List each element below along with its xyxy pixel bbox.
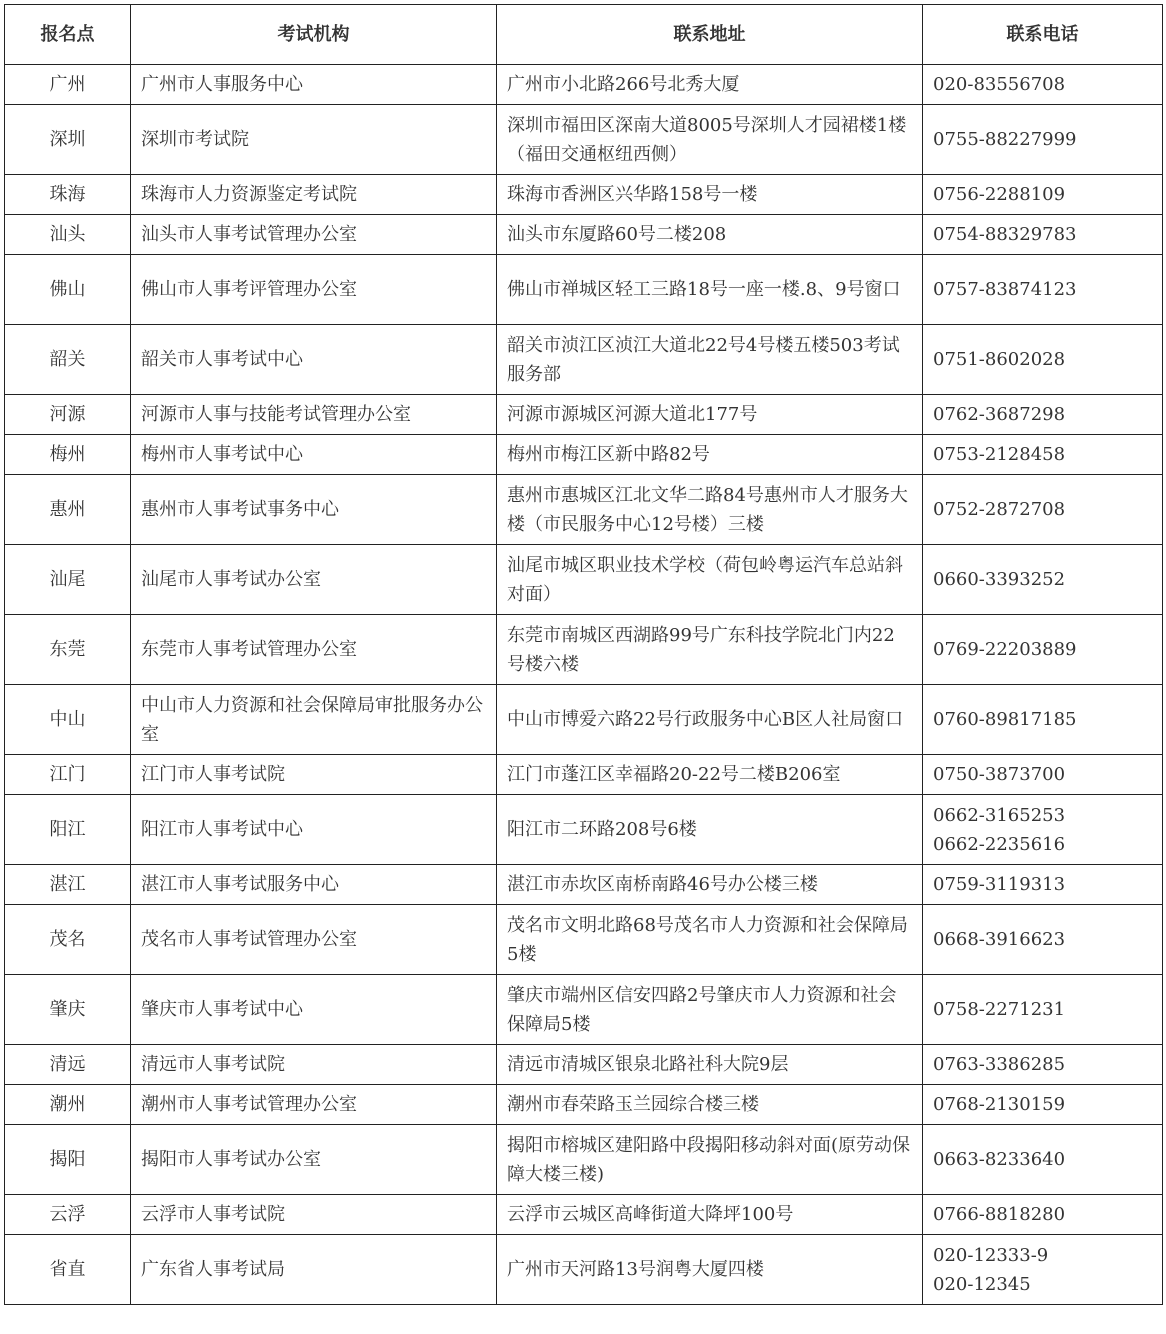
cell-city: 深圳 xyxy=(5,105,131,175)
cell-address: 阳江市二环路208号6楼 xyxy=(497,795,923,865)
table-row xyxy=(5,395,1163,435)
cell-city: 潮州 xyxy=(5,1085,131,1125)
cell-phone xyxy=(923,795,1163,865)
phone-number: 0662-2235616 xyxy=(933,833,1066,855)
cell-org: 珠海市人力资源鉴定考试院 xyxy=(131,175,497,215)
table-row xyxy=(5,1235,1163,1305)
cell-phone xyxy=(923,65,1163,105)
cell-address: 珠海市香洲区兴华路158号一楼 xyxy=(497,175,923,215)
table-body xyxy=(5,65,1163,1305)
phone-number: 0754-88329783 xyxy=(933,224,1077,245)
table-row xyxy=(5,905,1163,975)
table-row xyxy=(5,1085,1163,1125)
cell-address: 梅州市梅江区新中路82号 xyxy=(497,435,923,475)
cell-phone xyxy=(923,475,1163,545)
cell-city: 茂名 xyxy=(5,905,131,975)
cell-phone xyxy=(923,255,1163,325)
table-row xyxy=(5,545,1163,615)
cell-phone xyxy=(923,1195,1163,1235)
table-row xyxy=(5,215,1163,255)
cell-city: 云浮 xyxy=(5,1195,131,1235)
phone-number: 0756-2288109 xyxy=(933,184,1066,205)
table-row xyxy=(5,1125,1163,1195)
cell-city: 惠州 xyxy=(5,475,131,545)
cell-city: 东莞 xyxy=(5,615,131,685)
cell-address: 中山市博爱六路22号行政服务中心B区人社局窗口 xyxy=(497,685,923,755)
phone-number: 0751-8602028 xyxy=(933,349,1066,370)
cell-phone xyxy=(923,105,1163,175)
table-row xyxy=(5,1195,1163,1235)
cell-address: 肇庆市端州区信安四路2号肇庆市人力资源和社会保障局5楼 xyxy=(497,975,923,1045)
cell-city: 揭阳 xyxy=(5,1125,131,1195)
phone-number: 0755-88227999 xyxy=(933,129,1077,150)
cell-city: 佛山 xyxy=(5,255,131,325)
cell-address: 潮州市春荣路玉兰园综合楼三楼 xyxy=(497,1085,923,1125)
phone-number: 0758-2271231 xyxy=(933,999,1066,1020)
cell-address: 湛江市赤坎区南桥南路46号办公楼三楼 xyxy=(497,865,923,905)
cell-org: 广州市人事服务中心 xyxy=(131,65,497,105)
cell-city: 河源 xyxy=(5,395,131,435)
cell-address: 茂名市文明北路68号茂名市人力资源和社会保障局5楼 xyxy=(497,905,923,975)
cell-org: 江门市人事考试院 xyxy=(131,755,497,795)
cell-city: 广州 xyxy=(5,65,131,105)
cell-phone xyxy=(923,1235,1163,1305)
cell-org: 湛江市人事考试服务中心 xyxy=(131,865,497,905)
cell-phone xyxy=(923,215,1163,255)
cell-city: 汕尾 xyxy=(5,545,131,615)
table-row xyxy=(5,325,1163,395)
phone-number: 0769-22203889 xyxy=(933,639,1077,660)
cell-city: 中山 xyxy=(5,685,131,755)
cell-org: 河源市人事与技能考试管理办公室 xyxy=(131,395,497,435)
cell-phone xyxy=(923,975,1163,1045)
cell-org: 中山市人力资源和社会保障局审批服务办公室 xyxy=(131,685,497,755)
cell-address: 广州市天河路13号润粤大厦四楼 xyxy=(497,1235,923,1305)
cell-address: 佛山市禅城区轻工三路18号一座一楼.8、9号窗口 xyxy=(497,255,923,325)
cell-org: 潮州市人事考试管理办公室 xyxy=(131,1085,497,1125)
cell-org: 阳江市人事考试中心 xyxy=(131,795,497,865)
cell-phone xyxy=(923,615,1163,685)
cell-phone xyxy=(923,545,1163,615)
header-org: 考试机构 xyxy=(131,5,497,65)
cell-city: 省直 xyxy=(5,1235,131,1305)
phone-number: 0752-2872708 xyxy=(933,499,1066,520)
cell-org: 广东省人事考试局 xyxy=(131,1235,497,1305)
cell-phone xyxy=(923,905,1163,975)
cell-address: 汕头市东厦路60号二楼208 xyxy=(497,215,923,255)
cell-phone xyxy=(923,1125,1163,1195)
cell-org: 深圳市考试院 xyxy=(131,105,497,175)
phone-number: 0763-3386285 xyxy=(933,1054,1066,1075)
cell-phone xyxy=(923,325,1163,395)
cell-phone xyxy=(923,175,1163,215)
cell-city: 韶关 xyxy=(5,325,131,395)
phone-number: 0759-3119313 xyxy=(933,874,1066,895)
table-row xyxy=(5,435,1163,475)
cell-phone xyxy=(923,865,1163,905)
cell-address: 云浮市云城区高峰街道大降坪100号 xyxy=(497,1195,923,1235)
table-header-row xyxy=(5,5,1163,65)
header-city: 报名点 xyxy=(5,5,131,65)
cell-org: 韶关市人事考试中心 xyxy=(131,325,497,395)
phone-number: 0757-83874123 xyxy=(933,279,1077,300)
table-row xyxy=(5,755,1163,795)
phone-number: 0753-2128458 xyxy=(933,444,1066,465)
phone-number: 0663-8233640 xyxy=(933,1149,1066,1170)
cell-city: 阳江 xyxy=(5,795,131,865)
phone-number: 0662-3165253 xyxy=(933,804,1066,826)
table-row xyxy=(5,65,1163,105)
table-row xyxy=(5,975,1163,1045)
cell-org: 惠州市人事考试事务中心 xyxy=(131,475,497,545)
phone-number: 020-12345 xyxy=(933,1273,1031,1295)
cell-org: 汕尾市人事考试办公室 xyxy=(131,545,497,615)
phone-number: 0762-3687298 xyxy=(933,404,1066,425)
header-address: 联系地址 xyxy=(497,5,923,65)
cell-address: 广州市小北路266号北秀大厦 xyxy=(497,65,923,105)
cell-address: 韶关市浈江区浈江大道北22号4号楼五楼503考试服务部 xyxy=(497,325,923,395)
cell-address: 河源市源城区河源大道北177号 xyxy=(497,395,923,435)
cell-city: 汕头 xyxy=(5,215,131,255)
phone-number: 0766-8818280 xyxy=(933,1204,1066,1225)
cell-phone xyxy=(923,755,1163,795)
cell-org: 揭阳市人事考试办公室 xyxy=(131,1125,497,1195)
cell-org: 梅州市人事考试中心 xyxy=(131,435,497,475)
phone-number: 0760-89817185 xyxy=(933,709,1077,730)
table-row xyxy=(5,615,1163,685)
cell-org: 东莞市人事考试管理办公室 xyxy=(131,615,497,685)
cell-org: 茂名市人事考试管理办公室 xyxy=(131,905,497,975)
phone-number: 020-83556708 xyxy=(933,74,1066,95)
phone-number: 0660-3393252 xyxy=(933,569,1066,590)
cell-city: 肇庆 xyxy=(5,975,131,1045)
cell-city: 江门 xyxy=(5,755,131,795)
cell-city: 梅州 xyxy=(5,435,131,475)
table-row xyxy=(5,795,1163,865)
cell-org: 清远市人事考试院 xyxy=(131,1045,497,1085)
cell-address: 清远市清城区银泉北路社科大院9层 xyxy=(497,1045,923,1085)
table-row xyxy=(5,865,1163,905)
cell-phone xyxy=(923,435,1163,475)
cell-phone xyxy=(923,395,1163,435)
cell-phone xyxy=(923,1045,1163,1085)
cell-phone xyxy=(923,685,1163,755)
cell-city: 珠海 xyxy=(5,175,131,215)
cell-org: 汕头市人事考试管理办公室 xyxy=(131,215,497,255)
cell-phone xyxy=(923,1085,1163,1125)
table-row xyxy=(5,255,1163,325)
cell-city: 清远 xyxy=(5,1045,131,1085)
phone-number: 0768-2130159 xyxy=(933,1094,1066,1115)
cell-address: 汕尾市城区职业技术学校（荷包岭粤运汽车总站斜对面） xyxy=(497,545,923,615)
table-row xyxy=(5,1045,1163,1085)
header-phone: 联系电话 xyxy=(923,5,1163,65)
table-row xyxy=(5,175,1163,215)
cell-org: 佛山市人事考评管理办公室 xyxy=(131,255,497,325)
cell-address: 江门市蓬江区幸福路20-22号二楼B206室 xyxy=(497,755,923,795)
phone-number: 020-12333-9 xyxy=(933,1244,1049,1266)
cell-address: 惠州市惠城区江北文华二路84号惠州市人才服务大楼（市民服务中心12号楼）三楼 xyxy=(497,475,923,545)
cell-address: 深圳市福田区深南大道8005号深圳人才园裙楼1楼（福田交通枢纽西侧） xyxy=(497,105,923,175)
table-row xyxy=(5,685,1163,755)
cell-org: 肇庆市人事考试中心 xyxy=(131,975,497,1045)
table-row xyxy=(5,105,1163,175)
table-row xyxy=(5,475,1163,545)
cell-city: 湛江 xyxy=(5,865,131,905)
exam-registration-table xyxy=(4,4,1163,1305)
cell-address: 揭阳市榕城区建阳路中段揭阳移动斜对面(原劳动保障大楼三楼) xyxy=(497,1125,923,1195)
cell-org: 云浮市人事考试院 xyxy=(131,1195,497,1235)
cell-address: 东莞市南城区西湖路99号广东科技学院北门内22号楼六楼 xyxy=(497,615,923,685)
phone-number: 0750-3873700 xyxy=(933,764,1066,785)
phone-number: 0668-3916623 xyxy=(933,929,1066,950)
